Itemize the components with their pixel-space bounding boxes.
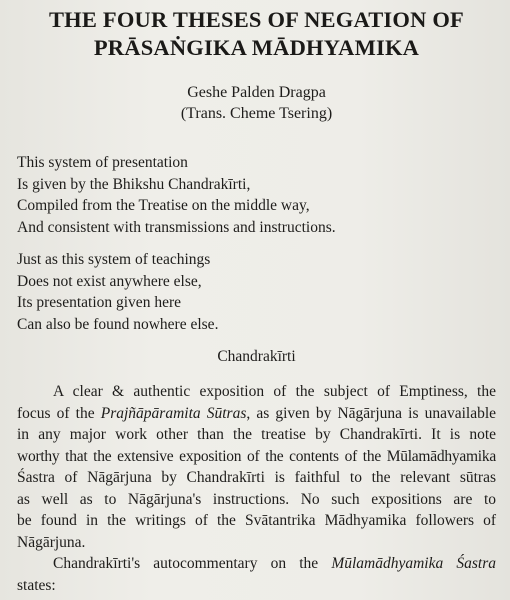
text-line: in any major work other than the treatise by Chandrakīrti. It is note (17, 426, 496, 443)
text-run: Chandrakīrti's autocommentary on the (53, 555, 332, 572)
paragraph-1 (17, 381, 496, 553)
verse-line: And consistent with transmissions and instructions. (17, 218, 336, 236)
paragraph-2 (17, 553, 496, 596)
verse-line: This system of presentation (17, 154, 188, 171)
chapter-title-line-1: THE FOUR THESES OF NEGATION OF (48, 7, 465, 32)
sutra-title: Prajñāpāramita Sūtras (100, 404, 247, 422)
text-line: states: (17, 576, 56, 594)
verse-stanza-1 (17, 152, 496, 238)
text-line: Nāgārjuna. (17, 533, 86, 551)
text-run: focus of the (17, 404, 101, 422)
verse-line: Compiled from the Treatise on the middle way, (17, 197, 310, 214)
body-text (17, 381, 496, 596)
byline (17, 82, 496, 124)
chapter-title (17, 0, 496, 62)
verse-line: Is given by the Bhikshu Chandrakīrti, (17, 175, 251, 193)
chapter-title-line-2: PRĀSAṄGIKA MĀDHYAMIKA (93, 35, 420, 60)
translator-credit: (Trans. Cheme Tsering) (180, 105, 333, 122)
text-line: Śastra of Nāgārjuna by Chandrakīrti is faithful to the relevant sūtras (17, 469, 496, 486)
verse-line: Does not exist anywhere else, (17, 272, 202, 290)
verse-line: Can also be found nowhere else. (17, 315, 219, 333)
author-name: Geshe Palden Dragpa (187, 84, 326, 101)
text-line: A clear & authentic exposition of the subject of Emptiness, the (53, 383, 496, 400)
verse-line: Its presentation given here (17, 294, 181, 311)
text-line (17, 403, 496, 425)
verse-attribution: Chandrakīrti (217, 348, 296, 365)
text-line (17, 553, 496, 575)
verse-line: Just as this system of teachings (17, 251, 211, 268)
text-run: , as given by Nāgārjuna is unavailable (246, 404, 497, 422)
verse-stanza-2 (17, 249, 496, 335)
text-line: as well as to Nāgārjuna's instructions. No such expositions are to (17, 490, 496, 508)
treatise-title: Mūlamādhyamika Śastra (331, 555, 496, 572)
text-line: be found in the writings of the Svātantrika Mādhyamika followers of (17, 512, 496, 529)
text-line: worthy that the extensive exposition of the contents of the Mūlamādhyamika (17, 447, 496, 465)
